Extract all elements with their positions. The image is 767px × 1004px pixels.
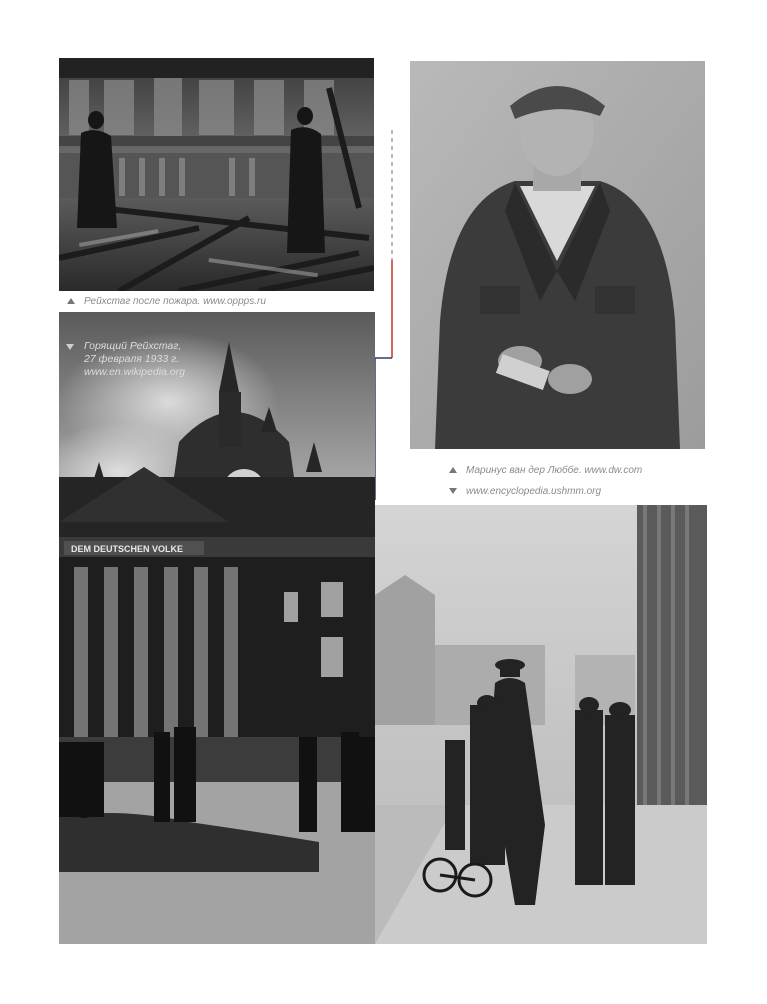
caption-street-source: www.encyclopedia.ushmm.org bbox=[449, 486, 601, 497]
photo-street-crowd bbox=[375, 505, 707, 944]
triangle-down-icon bbox=[66, 344, 74, 350]
photo-portrait bbox=[410, 61, 705, 449]
photo-reichstag-ruins bbox=[59, 58, 374, 291]
photo-burning-reichstag bbox=[59, 312, 375, 944]
caption-ruins: Рейхстаг после пожара. www.oppps.ru bbox=[67, 296, 266, 307]
burning-image bbox=[59, 312, 375, 944]
triangle-up-icon bbox=[449, 467, 457, 473]
street-image bbox=[375, 505, 707, 944]
triangle-down-icon bbox=[449, 488, 457, 494]
facade-inscription: DEM DEUTSCHEN VOLKE bbox=[71, 544, 184, 554]
caption-portrait: Маринус ван дер Люббе. www.dw.com bbox=[449, 465, 642, 476]
ruins-image bbox=[59, 58, 374, 291]
caption-burning: Горящий Рейхстаг, 27 февраля 1933 г. www.en.wikipedia.org bbox=[70, 340, 185, 379]
triangle-up-icon bbox=[67, 298, 75, 304]
portrait-image bbox=[410, 61, 705, 449]
